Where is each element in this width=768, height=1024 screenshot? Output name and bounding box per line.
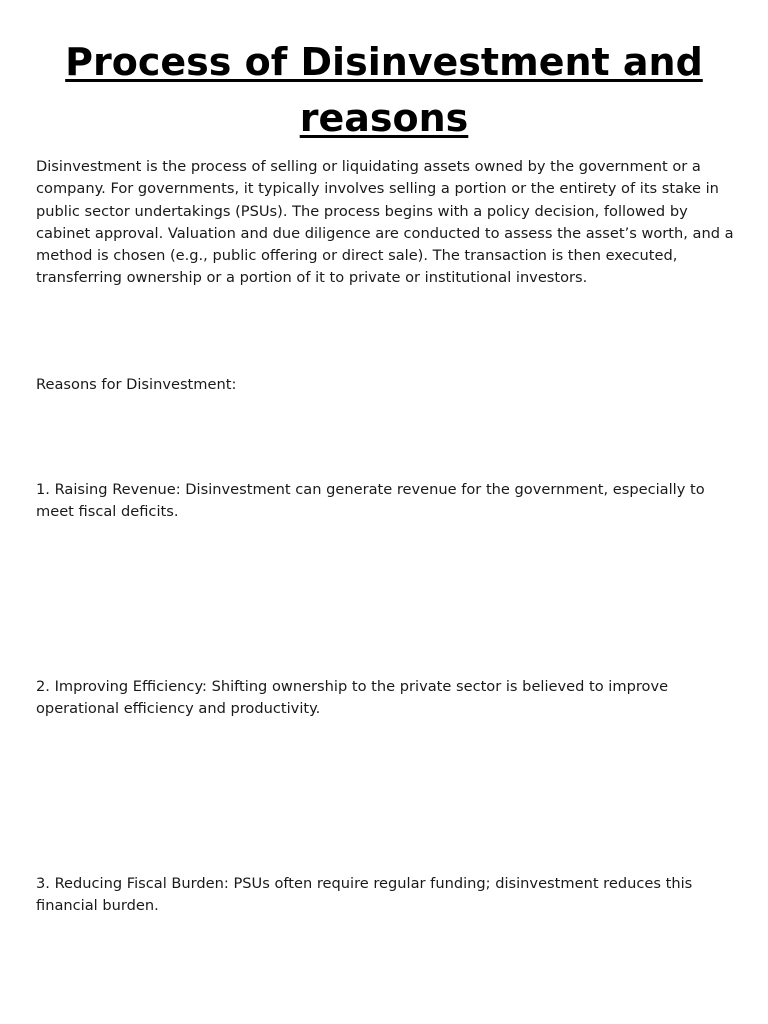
page-title: Process of Disinvestment and reasons — [65, 40, 703, 140]
reason-item-revenue: 1. Raising Revenue: Disinvestment can generate revenue for the government, especially to meet fiscal deficits. — [36, 481, 705, 521]
intro-paragraph: Disinvestment is the process of selling or liquidating assets owned by the government or a company. For governments, it typically involves selling a portion or the entirety of its stake in public sector undertakings (PSUs). The process begins with a policy decision, followed by cabinet approval. Valuation and due diligence are conducted to assess the asset’s worth, and a method is chosen (e.g., public offering or direct sale). The transaction is then executed, transferring ownership or a portion of it to private or institutional investors. — [36, 158, 734, 287]
reason-item-efficiency: 2. Improving Efficiency: Shifting ownership to the private sector is believed to improve operational efficiency and productivity. — [36, 678, 669, 718]
reasons-heading: Reasons for Disinvestment: — [36, 376, 237, 393]
reason-item-fiscal-burden: 3. Reducing Fiscal Burden: PSUs often require regular funding; disinvestment reduces this financial burden. — [36, 875, 693, 915]
